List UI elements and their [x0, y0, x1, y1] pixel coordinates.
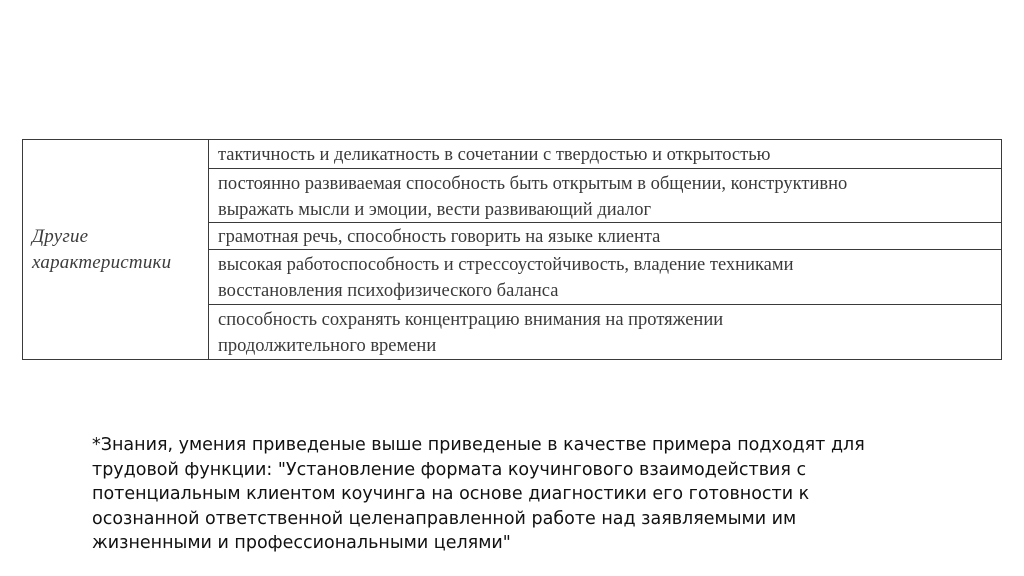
- table-row: способность сохранять концентрацию внимания на протяжении продолжительного времени: [218, 310, 724, 356]
- table-category-cell: [23, 140, 209, 359]
- characteristics-table: [22, 139, 1002, 360]
- table-row: высокая работоспособность и стрессоустойчивость, владение техниками восстановления психофизического баланса: [209, 250, 1001, 305]
- table-row: постоянно развиваемая способность быть открытым в общении, конструктивно выражать мысли и эмоции, вести развивающий диалог: [209, 169, 1001, 223]
- category-label: Другие характеристики: [32, 225, 172, 273]
- characteristics-list: [209, 140, 1001, 359]
- table-row: тактичность и деликатность в сочетании с твердостью и открытостью: [209, 140, 1001, 169]
- footnote-text: *Знания, умения приведеные выше приведеные в качестве примера подходят для трудовой функции: "Установление формата коучингового взаимодействия с потенциальным клиентом коучинга на основе диагностики его готовности к осознанной ответственной целенаправленной работе над заявляемыми им жизненными и профессиональными целями": [92, 435, 865, 553]
- table-row: грамотная речь, способность говорить на языке клиента: [209, 223, 1001, 250]
